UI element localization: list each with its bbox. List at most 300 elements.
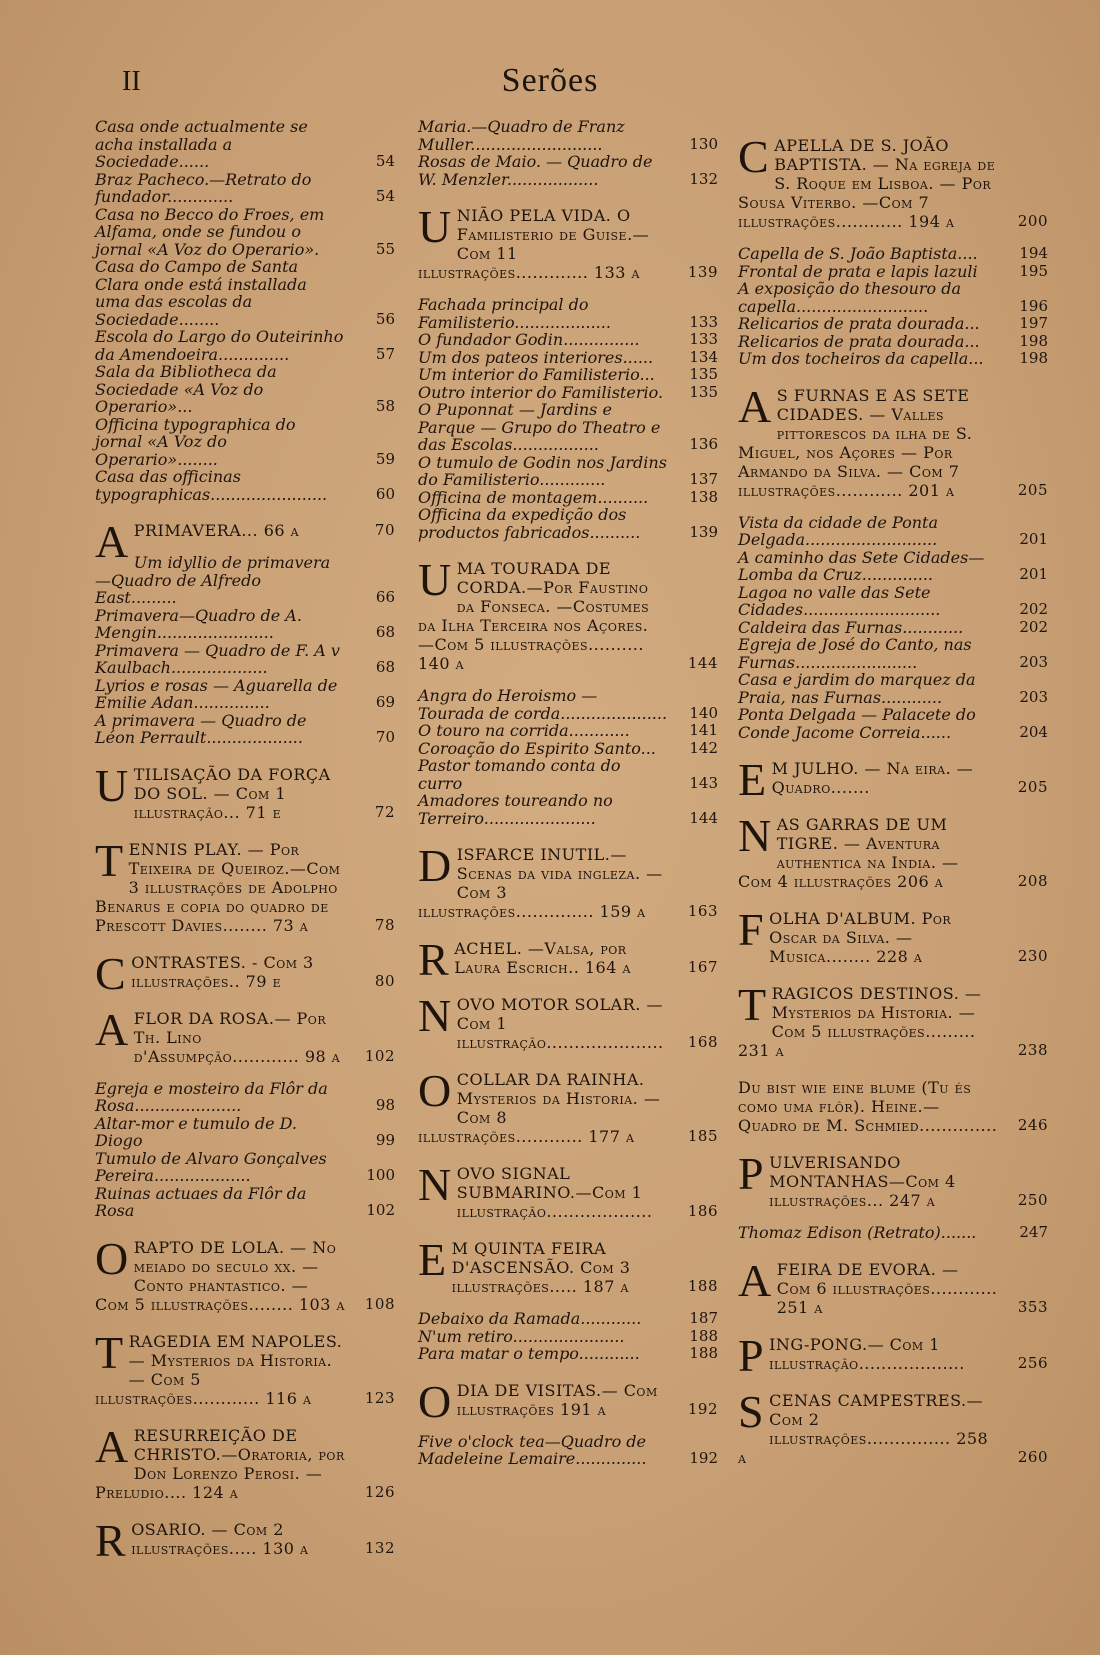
drop-cap: S [738, 1385, 765, 1437]
index-illustration-entry [738, 514, 1048, 549]
index-illustration-entry [95, 607, 395, 642]
entry-title: O tumulo de Godin nos Jardins do Familisterio............. [418, 452, 667, 489]
entry-title: TILISAÇÃO DA FORÇA DO SOL. — Com 1 illustração... 71 e [133, 764, 331, 822]
entry-page-number: 142 [689, 738, 718, 757]
index-section-entry [738, 131, 1048, 231]
entry-page-number: 204 [1019, 722, 1048, 741]
index-section-entry [95, 1420, 395, 1502]
index-section-entry [418, 554, 718, 673]
entry-page-number: 56 [375, 309, 395, 328]
entry-title: S FURNAS E AS SETE CIDADES. — Valles pittorescos da ilha de S. Miguel, nos Açores — Por Armando da Silva. — Com 7 illustrações............ 201 a [738, 385, 973, 500]
index-illustration-entry [738, 350, 1048, 368]
entry-text [418, 840, 718, 921]
index-illustration-entry [418, 489, 718, 507]
entry-title: Para matar o tempo............ [418, 1344, 640, 1363]
entry-text [738, 1329, 1048, 1381]
entry-title: Fachada principal do Familisterio................... [418, 295, 611, 332]
entry-title: Du bist wie eine blume (Tu és como uma flôr). Heine.— Quadro de M. Schmied.............. [738, 1078, 998, 1135]
entry-text [95, 947, 395, 999]
entry-text [738, 333, 1048, 351]
entry-page-number: 168 [687, 1033, 718, 1051]
entry-page-number: 135 [689, 382, 718, 401]
index-section-entry [95, 759, 395, 822]
entry-text [418, 489, 718, 507]
entry-page-number: 247 [1019, 1223, 1048, 1241]
entry-text [418, 153, 718, 188]
entry-title: Egreja de José do Canto, nas Furnas........................ [738, 635, 972, 672]
entry-page-number: 203 [1019, 687, 1048, 706]
entry-title: PRIMAVERA... 66 a [133, 521, 300, 540]
index-illustration-entry [418, 296, 718, 331]
entry-title: RAGEDIA EM NAPOLES. — Mysterios da Historia. — Com 5 illustrações............ 116 a [95, 1331, 343, 1408]
entry-title: Caldeira das Furnas............ [738, 617, 964, 637]
entry-page-number: 123 [364, 1388, 395, 1407]
entry-page-number: 208 [1017, 872, 1048, 890]
entry-page-number: 188 [689, 1344, 718, 1362]
entry-text [738, 979, 1048, 1060]
entry-page-number: 188 [689, 1326, 718, 1345]
drop-cap: N [738, 810, 772, 861]
entry-page-number: 99 [375, 1131, 395, 1149]
index-illustration-entry [738, 315, 1048, 333]
entry-text [418, 1375, 718, 1427]
entry-title: Um dos tocheiros da capella... [738, 349, 984, 368]
index-illustration-entry [418, 687, 718, 722]
entry-page-number: 140 [689, 703, 718, 722]
entry-page-number: 68 [375, 658, 395, 676]
entry-title: Casa do Campo de Santa Clara onde está installada uma das escolas da Sociedade........ [95, 257, 307, 329]
entry-text [418, 990, 718, 1052]
entry-title: MA TOURADA DE CORDA.—Por Faustino da Fonseca. —Costumes da Ilha Terceira nos Açores. —Com 5 illustrações.......... 140 a [418, 559, 650, 673]
entry-page-number: 201 [1019, 530, 1048, 548]
entry-text [418, 331, 718, 349]
index-illustration-entry [95, 416, 395, 469]
index-illustration-entry [95, 258, 395, 328]
entry-text [95, 258, 395, 328]
index-illustration-entry [738, 584, 1048, 619]
entry-title: Casa no Becco do Froes, em Alfama, onde se fundou o jornal «A Voz do Operario». [95, 204, 325, 259]
entry-text [418, 296, 718, 331]
entry-text [738, 280, 1048, 315]
entry-title: Egreja e mosteiro da Flôr da Rosa..................... [95, 1078, 328, 1115]
index-illustration-entry [738, 636, 1048, 671]
entry-title: Braz Pacheco.—Retrato do fundador............. [95, 169, 312, 206]
entry-page-number: 196 [1019, 296, 1048, 315]
entry-text [418, 454, 718, 489]
entry-text [738, 810, 1048, 891]
index-illustration-entry [418, 1433, 718, 1468]
entry-page-number: 69 [375, 693, 395, 711]
entry-title: OLHA D'ALBUM. Por Oscar da Silva. — Musica........ 228 a [769, 909, 952, 966]
index-section-entry [95, 1003, 395, 1066]
entry-title: Maria.—Quadro de Franz Muller.......................... [418, 117, 625, 154]
entry-text [738, 619, 1048, 637]
entry-text [738, 1148, 1048, 1210]
entry-text [95, 416, 395, 469]
index-section-entry [738, 904, 1048, 966]
entry-title: DIA DE VISITAS.— Com illustrações 191 a [456, 1380, 658, 1419]
entry-title: M QUINTA FEIRA D'ASCENSÃO. Com 3 illustrações..... 187 a [451, 1239, 631, 1296]
entry-title: ENNIS PLAY. — Por Teixeira de Queiroz.—Com 3 illustrações de Adolpho Benarus e copia do quadro de Prescott Davies........ 73 a [95, 839, 341, 935]
entry-text [738, 131, 1048, 231]
entry-text [738, 245, 1048, 263]
entry-page-number: 132 [364, 1538, 395, 1557]
index-illustration-entry [95, 1185, 395, 1220]
entry-title: CENAS CAMPESTRES.—Com 2 illustrações............... 258 a [738, 1390, 989, 1467]
entry-text [95, 1115, 395, 1150]
entry-page-number: 186 [687, 1202, 718, 1220]
entry-page-number: 198 [1019, 349, 1048, 367]
drop-cap: N [418, 990, 452, 1041]
entry-page-number: 202 [1019, 617, 1048, 636]
index-section-entry [738, 380, 1048, 500]
entry-page-number: 200 [1017, 212, 1048, 230]
entry-text [738, 263, 1048, 281]
entry-title: Um interior do Familisterio... [418, 365, 655, 384]
entry-page-number: 167 [687, 958, 718, 976]
entry-page-number: 256 [1017, 1353, 1048, 1372]
index-illustration-entry [418, 331, 718, 349]
entry-text [95, 1232, 395, 1314]
index-illustration-entry [738, 619, 1048, 637]
entry-title: Vista da cidade de Ponta Delgada.......................... [738, 512, 938, 549]
index-column-1 [95, 117, 395, 1566]
entry-title: Rosas de Maio. — Quadro de W. Menzler.................. [418, 152, 653, 189]
entry-text [738, 380, 1048, 500]
drop-cap: A [95, 516, 129, 567]
entry-text [95, 118, 395, 171]
index-section-entry [95, 1326, 395, 1408]
entry-page-number: 126 [364, 1482, 395, 1501]
drop-cap: P [738, 1148, 765, 1199]
entry-page-number: 202 [1019, 600, 1048, 618]
index-illustration-entry [418, 1310, 718, 1328]
entry-page-number: 70 [375, 728, 395, 746]
entry-page-number: 260 [1017, 1447, 1048, 1466]
entry-text [738, 671, 1048, 706]
entry-page-number: 60 [375, 484, 395, 503]
index-illustration-entry [418, 792, 718, 827]
entry-text [418, 401, 718, 454]
entry-page-number: 139 [689, 522, 718, 541]
index-illustration-entry [95, 328, 395, 363]
index-section-entry [738, 810, 1048, 891]
entry-title: Casa onde actualmente se acha installada a Sociedade...... [95, 117, 308, 171]
index-illustration-entry [418, 118, 718, 153]
entry-page-number: 102 [366, 1201, 395, 1219]
drop-cap: U [95, 759, 129, 811]
entry-page-number: 54 [375, 187, 395, 205]
drop-cap: T [95, 834, 124, 886]
entry-text [738, 636, 1048, 671]
entry-title: A caminho das Sete Cidades— Lomba da Cruz.............. [738, 547, 985, 584]
index-column-2 [418, 118, 718, 1468]
index-illustration-entry [95, 363, 395, 416]
entry-page-number: 108 [364, 1294, 395, 1313]
entry-title: Sala da Bibliotheca da Sociedade «A Voz do Operario»... [95, 362, 277, 416]
entry-title: Casa das officinas typographicas....................... [95, 467, 328, 504]
entry-page-number: 59 [375, 449, 395, 468]
index-illustration-entry [418, 757, 718, 792]
entry-text [738, 904, 1048, 966]
entry-page-number: 141 [689, 721, 718, 739]
index-illustration-entry [418, 1328, 718, 1346]
entry-title: Coroação do Espirito Santo... [418, 738, 656, 758]
entry-text [738, 1385, 1048, 1467]
entry-text [95, 834, 395, 935]
entry-page-number: 194 [1019, 244, 1048, 262]
entry-page-number: 192 [687, 1399, 718, 1418]
entry-page-number: 137 [689, 470, 718, 488]
drop-cap: A [95, 1003, 129, 1055]
index-column-3 [738, 118, 1048, 1471]
entry-title: FLOR DA ROSA.— Por Th. Lino d'Assumpção............ 98 a [133, 1008, 341, 1066]
index-illustration-entry [418, 366, 718, 384]
entry-text [95, 1326, 395, 1408]
entry-page-number: 201 [1019, 565, 1048, 583]
drop-cap: A [738, 1254, 772, 1306]
entry-title: OSARIO. — Com 2 illustrações..... 130 a [131, 1519, 309, 1558]
index-illustration-entry [95, 206, 395, 259]
entry-text [418, 1159, 718, 1221]
entry-text [95, 1185, 395, 1220]
running-title: Serões [501, 62, 599, 99]
entry-text [738, 514, 1048, 549]
entry-page-number: 58 [375, 397, 395, 415]
entry-text [95, 607, 395, 642]
entry-text [95, 712, 395, 747]
entry-text [95, 1420, 395, 1502]
index-illustration-entry [418, 740, 718, 758]
entry-text [418, 722, 718, 740]
drop-cap: C [95, 947, 127, 999]
entry-page-number: 57 [375, 344, 395, 363]
index-section-entry [738, 1329, 1048, 1381]
entry-page-number: 188 [687, 1277, 718, 1295]
entry-text [738, 1078, 1048, 1135]
drop-cap: T [95, 1326, 124, 1378]
entry-title: Five o'clock tea—Quadro de Madeleine Lemaire.............. [418, 1431, 647, 1468]
entry-text [738, 1224, 1048, 1242]
entry-text [418, 366, 718, 384]
entry-text [95, 516, 395, 567]
entry-page-number: 55 [375, 239, 395, 258]
entry-text [95, 328, 395, 363]
index-section-entry [95, 1514, 395, 1566]
entry-page-number: 203 [1019, 652, 1048, 671]
entry-page-number: 135 [689, 365, 718, 383]
index-illustration-entry [95, 1080, 395, 1115]
entry-text [95, 1080, 395, 1115]
entry-title: Pastor tomando conta do curro [418, 756, 621, 793]
drop-cap: E [738, 754, 767, 805]
drop-cap: P [738, 1329, 765, 1381]
entry-page-number: 102 [364, 1046, 395, 1065]
entry-text [418, 554, 718, 673]
entry-title: Officina da expedição dos productos fabricados.......... [418, 505, 641, 542]
drop-cap: O [418, 1375, 452, 1427]
entry-page-number: 100 [366, 1166, 395, 1184]
entry-text [738, 350, 1048, 368]
index-illustration-entry [95, 468, 395, 503]
index-section-entry [418, 1159, 718, 1221]
entry-page-number: 70 [374, 521, 395, 539]
entry-page-number: 66 [375, 588, 395, 606]
entry-text [95, 363, 395, 416]
entry-text [418, 934, 718, 985]
entry-title: ULVERISANDO MONTANHAS—Com 4 illustrações... 247 a [769, 1153, 956, 1210]
entry-title: Ruinas actuaes da Flôr da Rosa [95, 1183, 307, 1220]
entry-page-number: 72 [374, 802, 395, 821]
entry-title: NIÃO PELA VIDA. O Familisterio de Guise.—Com 11 illustrações............. 133 a [418, 206, 650, 282]
entry-title: ONTRASTES. - Com 3 illustrações.. 79 e [131, 952, 314, 991]
entry-text [418, 1234, 718, 1296]
entry-text [418, 1433, 718, 1468]
entry-page-number: 163 [687, 902, 718, 920]
drop-cap: A [95, 1420, 129, 1472]
entry-text [95, 171, 395, 206]
entry-title: ING-PONG.— Com 1 illustração................... [769, 1334, 965, 1373]
index-illustration-entry [738, 245, 1048, 263]
entry-title: Angra do Heroismo — Tourada de corda..................... [418, 686, 668, 723]
drop-cap: C [738, 131, 770, 182]
drop-cap: O [418, 1065, 452, 1116]
entry-title: O Puponnat — Jardins e Parque — Grupo do Theatro e das Escolas................. [418, 400, 661, 454]
drop-cap: O [95, 1232, 129, 1284]
index-illustration-entry [95, 554, 395, 607]
index-illustration-entry [738, 549, 1048, 584]
entry-title: AS GARRAS DE UM TIGRE. — Aventura authentica na India. — Com 4 illustrações 206 a [738, 815, 959, 891]
drop-cap: U [418, 554, 452, 605]
entry-page-number: 130 [689, 134, 718, 153]
index-section-entry [738, 979, 1048, 1060]
index-section-entry [418, 934, 718, 985]
entry-title: OVO SIGNAL SUBMARINO.—Com 1 illustração................... [456, 1164, 653, 1221]
index-section-entry [738, 1148, 1048, 1210]
entry-title: Lagoa no valle das Sete Cidades........................... [738, 582, 941, 619]
entry-page-number: 144 [687, 654, 718, 672]
index-section-entry [95, 947, 395, 999]
entry-page-number: 250 [1017, 1191, 1048, 1209]
index-illustration-entry [95, 118, 395, 171]
entry-page-number: 80 [374, 971, 395, 990]
entry-page-number: 54 [375, 152, 395, 170]
entry-text [418, 201, 718, 282]
entry-page-number: 238 [1017, 1041, 1048, 1059]
index-illustration-entry [418, 1345, 718, 1363]
entry-text [418, 349, 718, 367]
entry-text [738, 584, 1048, 619]
entry-page-number: 197 [1019, 314, 1048, 332]
entry-page-number: 198 [1019, 331, 1048, 350]
entry-page-number: 133 [689, 312, 718, 331]
entry-text [418, 384, 718, 402]
entry-title: Tumulo de Alvaro Gonçalves Pereira................... [95, 1148, 327, 1185]
index-illustration-entry [95, 642, 395, 677]
entry-text [418, 1345, 718, 1363]
entry-page-number: 187 [689, 1309, 718, 1327]
drop-cap: D [418, 840, 452, 891]
index-section-entry [418, 201, 718, 282]
entry-text [418, 1328, 718, 1346]
entry-page-number: 138 [689, 487, 718, 506]
index-section-entry [418, 990, 718, 1052]
index-illustration-entry [738, 333, 1048, 351]
drop-cap: A [738, 380, 772, 432]
entry-text [418, 1310, 718, 1328]
drop-cap: F [738, 904, 765, 955]
index-section-entry [418, 1065, 718, 1146]
index-section-entry [95, 834, 395, 935]
entry-title: Ponta Delgada — Palacete do Conde Jacome Correia...... [738, 705, 976, 742]
entry-text [418, 687, 718, 722]
entry-title: Officina de montagem.......... [418, 487, 649, 507]
entry-title: RESURREIÇÃO DE CHRISTO.—Oratoria, por Don Lorenzo Perosi. —Preludio.... 124 a [95, 1425, 345, 1502]
entry-title: RAGICOS DESTINOS. — Mysterios da Historia. — Com 5 illustrações......... 231 a [738, 984, 982, 1060]
index-illustration-entry [418, 349, 718, 367]
index-section-entry [418, 1234, 718, 1296]
entry-title: Amadores toureando no Terreiro...................... [418, 791, 613, 828]
entry-title: Altar-mor e tumulo de D. Diogo [95, 1113, 297, 1150]
drop-cap: N [418, 1159, 452, 1210]
entry-page-number: 134 [689, 347, 718, 366]
entry-title: Lyrios e rosas — Aguarella de Emilie Adan............... [95, 675, 338, 712]
drop-cap: R [95, 1514, 127, 1566]
entry-page-number: 68 [375, 623, 395, 641]
entry-text [418, 1065, 718, 1146]
entry-text [95, 759, 395, 822]
index-illustration-entry [738, 280, 1048, 315]
entry-page-number: 143 [689, 773, 718, 792]
entry-text [738, 754, 1048, 805]
page-number: II [122, 66, 141, 97]
entry-title: Debaixo da Ramada............ [418, 1309, 642, 1328]
entry-text [95, 1150, 395, 1185]
index-illustration-entry [95, 677, 395, 712]
index-section-entry [418, 840, 718, 921]
entry-title: A primavera — Quadro de Léon Perrault................... [95, 710, 307, 747]
index-section-entry [738, 1078, 1048, 1135]
entry-title: OVO MOTOR SOLAR. — Com 1 illustração..................... [456, 995, 664, 1052]
entry-title: N'um retiro...................... [418, 1326, 625, 1346]
entry-page-number: 246 [1017, 1116, 1048, 1134]
entry-page-number: 195 [1019, 261, 1048, 280]
index-illustration-entry [738, 671, 1048, 706]
entry-title: Primavera—Quadro de A. Mengin....................... [95, 605, 302, 642]
drop-cap: E [418, 1234, 447, 1285]
entry-title: Um dos pateos interiores...... [418, 347, 654, 367]
entry-title: M JULHO. — Na eira. — Quadro....... [771, 759, 974, 797]
entry-text [418, 740, 718, 758]
index-illustration-entry [418, 153, 718, 188]
entry-text [418, 792, 718, 827]
entry-title: Um idyllio de primavera—Quadro de Alfredo East......... [95, 553, 331, 607]
entry-text [738, 549, 1048, 584]
entry-title: Thomaz Edison (Retrato)....... [738, 1223, 977, 1242]
entry-text [738, 1254, 1048, 1317]
index-section-entry [738, 1254, 1048, 1317]
entry-title: COLLAR DA RAINHA. Mysterios da Historia. — Com 8 illustrações............ 177 a [418, 1070, 661, 1146]
drop-cap: R [418, 934, 450, 985]
entry-title: FEIRA DE EVORA. — Com 6 illustrações............ 251 a [776, 1259, 998, 1317]
entry-page-number: 98 [375, 1096, 395, 1114]
entry-page-number: 192 [689, 1449, 718, 1467]
index-illustration-entry [738, 706, 1048, 741]
entry-text [95, 1514, 395, 1566]
entry-page-number: 78 [374, 915, 395, 934]
entry-title: Casa e jardim do marquez da Praia, nas Furnas............ [738, 670, 976, 707]
index-illustration-entry [418, 401, 718, 454]
